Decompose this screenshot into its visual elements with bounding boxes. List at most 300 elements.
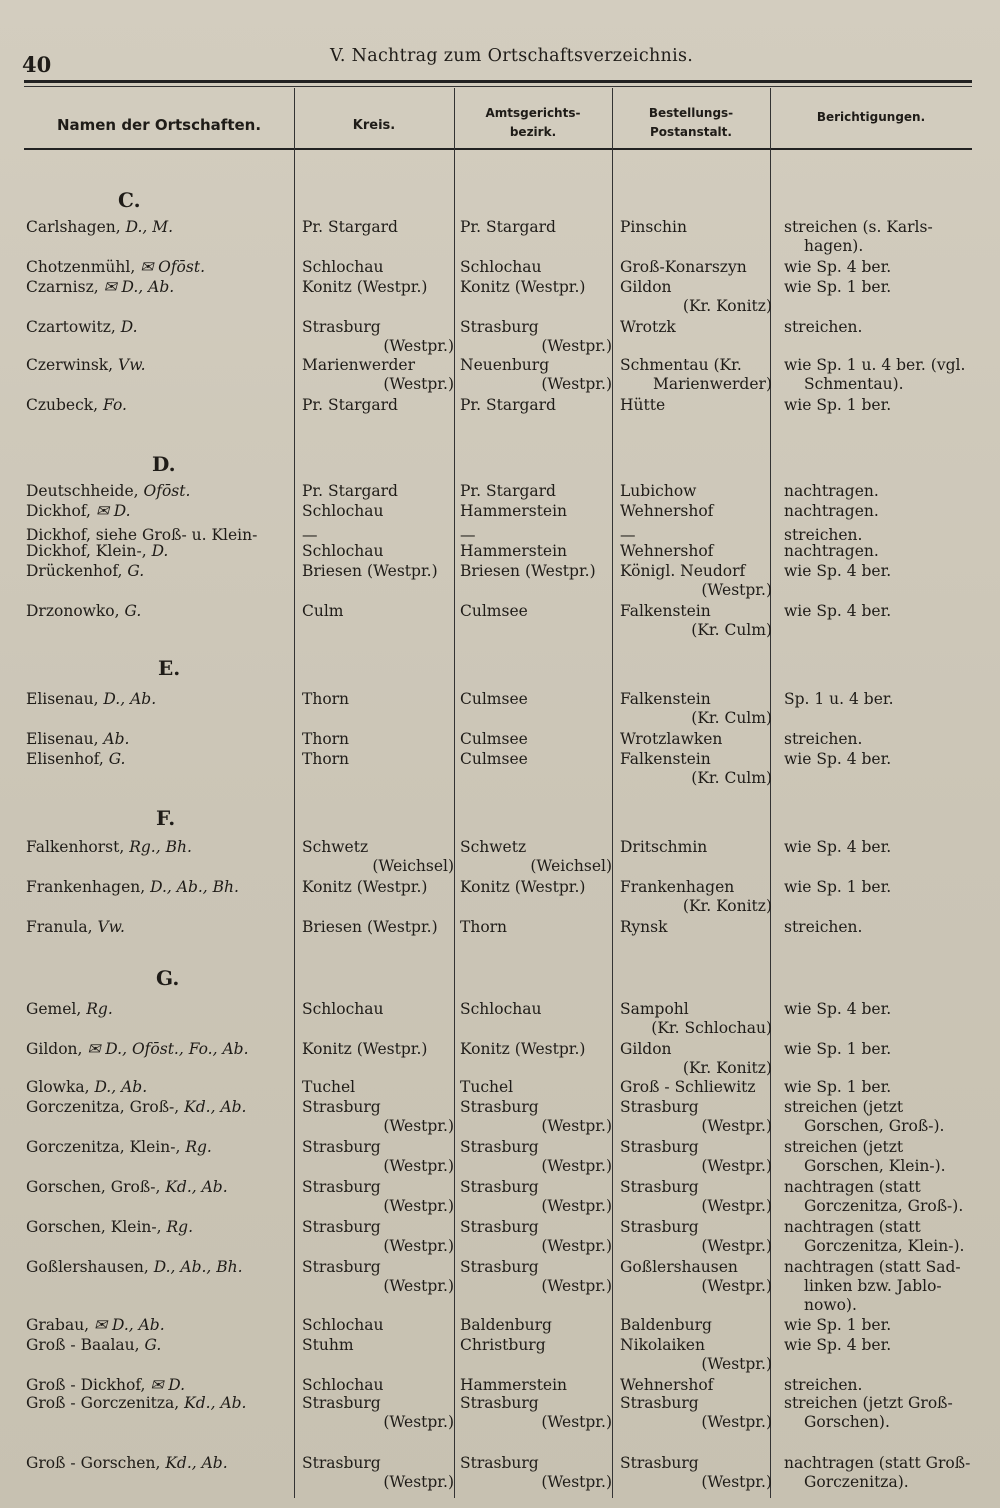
kreis-line: (Westpr.) bbox=[383, 1157, 454, 1175]
berichtigung-line: streichen. bbox=[784, 526, 863, 544]
kreis-cell bbox=[302, 1098, 454, 1136]
kreis-line: Thorn bbox=[302, 690, 350, 708]
postanstalt-line: Schmentau (Kr. bbox=[620, 356, 742, 374]
place-attributes: ✉ Ofōst. bbox=[140, 258, 206, 276]
place-name-text: Dickhof, Klein-, bbox=[26, 542, 152, 560]
amtsgericht-cell bbox=[460, 278, 612, 297]
berichtigung-line: wie Sp. 4 ber. bbox=[784, 602, 892, 620]
postanstalt-line: (Kr. Schlochau) bbox=[651, 1019, 772, 1037]
amtsgericht-line: Christburg bbox=[460, 1336, 546, 1354]
kreis-line: Strasburg bbox=[302, 1098, 381, 1116]
place-attributes: ✉ D. bbox=[95, 502, 131, 520]
kreis-cell bbox=[302, 1078, 454, 1097]
kreis-cell bbox=[302, 690, 454, 709]
amtsgericht-line: Tuchel bbox=[460, 1078, 514, 1096]
kreis-line: Schwetz bbox=[302, 838, 369, 856]
kreis-line: Pr. Stargard bbox=[302, 218, 398, 236]
place-name-text: Grabau, bbox=[26, 1316, 95, 1334]
amtsgericht-cell bbox=[460, 838, 612, 876]
postanstalt-line: (Kr. Konitz) bbox=[682, 897, 772, 915]
amtsgericht-line: (Westpr.) bbox=[541, 1157, 612, 1175]
postanstalt-cell bbox=[620, 218, 772, 237]
place-name bbox=[26, 482, 294, 501]
postanstalt-line: (Kr. Konitz) bbox=[682, 1059, 772, 1077]
amtsgericht-line: Konitz (Westpr.) bbox=[460, 878, 586, 896]
amtsgericht-cell bbox=[460, 482, 612, 501]
kreis-cell bbox=[302, 918, 454, 937]
kreis-line: Briesen (Westpr.) bbox=[302, 918, 438, 936]
place-name bbox=[26, 502, 294, 521]
berichtigung-line: Gorschen). bbox=[804, 1413, 890, 1431]
header-rule bbox=[24, 80, 972, 83]
berichtigung-line: nachtragen. bbox=[784, 502, 879, 520]
postanstalt-line: Hütte bbox=[620, 396, 666, 414]
amtsgericht-cell bbox=[460, 396, 612, 415]
place-name-text: Czerwinsk, bbox=[26, 356, 119, 374]
place-name bbox=[26, 1376, 294, 1395]
kreis-line: Schlochau bbox=[302, 542, 384, 560]
place-name-text: Gorczenitza, Groß-, bbox=[26, 1098, 185, 1116]
postanstalt-line: (Westpr.) bbox=[701, 1277, 772, 1295]
place-attributes: G. bbox=[127, 562, 145, 580]
amtsgericht-line: (Westpr.) bbox=[541, 1277, 612, 1295]
place-name bbox=[26, 1098, 294, 1117]
place-attributes: Vw. bbox=[97, 918, 125, 936]
kreis-cell bbox=[302, 1138, 454, 1176]
kreis-cell bbox=[302, 1178, 454, 1216]
berichtigung-cell bbox=[784, 730, 979, 749]
postanstalt-line: Strasburg bbox=[620, 1098, 699, 1116]
postanstalt-line: Strasburg bbox=[620, 1394, 699, 1412]
berichtigung-line: wie Sp. 1 ber. bbox=[784, 278, 892, 296]
berichtigung-line: streichen. bbox=[784, 730, 863, 748]
postanstalt-line: Falkenstein bbox=[620, 690, 711, 708]
place-name bbox=[26, 1000, 294, 1019]
berichtigung-cell bbox=[784, 1098, 979, 1136]
berichtigung-cell bbox=[784, 1138, 979, 1176]
amtsgericht-line: Hammerstein bbox=[460, 1376, 568, 1394]
place-name-text: Drzonowko, bbox=[26, 602, 125, 620]
amtsgericht-line: Strasburg bbox=[460, 1138, 539, 1156]
place-name bbox=[26, 1078, 294, 1097]
postanstalt-line: Dritschmin bbox=[620, 838, 708, 856]
berichtigung-cell bbox=[784, 1258, 979, 1315]
amtsgericht-line: Briesen (Westpr.) bbox=[460, 562, 596, 580]
amtsgericht-line: (Westpr.) bbox=[541, 1197, 612, 1215]
kreis-line: Thorn bbox=[302, 730, 350, 748]
berichtigung-line: wie Sp. 1 ber. bbox=[784, 1316, 892, 1334]
page-title: V. Nachtrag zum Ortschaftsverzeichnis. bbox=[330, 46, 694, 66]
postanstalt-line: Gildon bbox=[620, 1040, 672, 1058]
berichtigung-cell bbox=[784, 502, 979, 521]
amtsgericht-line: Baldenburg bbox=[460, 1316, 552, 1334]
postanstalt-cell bbox=[620, 602, 772, 640]
kreis-line: Schlochau bbox=[302, 258, 384, 276]
amtsgericht-cell bbox=[460, 1258, 612, 1296]
place-attributes: Kd., Ab. bbox=[184, 1098, 247, 1116]
place-name bbox=[26, 258, 294, 277]
kreis-cell bbox=[302, 1040, 454, 1059]
kreis-cell bbox=[302, 602, 454, 621]
column-header-names: Namen der Ortschaften. bbox=[56, 116, 262, 134]
berichtigung-cell bbox=[784, 690, 979, 709]
amtsgericht-line: Konitz (Westpr.) bbox=[460, 278, 586, 296]
berichtigung-cell bbox=[784, 396, 979, 415]
place-name-text: Czartowitz, bbox=[26, 318, 121, 336]
place-name-text: Gemel, bbox=[26, 1000, 87, 1018]
berichtigung-line: linken bzw. Jablo- bbox=[804, 1277, 942, 1295]
kreis-line: (Westpr.) bbox=[383, 1473, 454, 1491]
place-attributes: G. bbox=[108, 750, 126, 768]
berichtigung-cell bbox=[784, 1394, 979, 1432]
place-name-text: Dickhof, siehe Groß- u. Klein- bbox=[26, 526, 258, 544]
berichtigung-line: nachtragen (statt Sad- bbox=[784, 1258, 961, 1276]
place-name bbox=[26, 396, 294, 415]
berichtigung-cell bbox=[784, 218, 979, 256]
kreis-line: (Westpr.) bbox=[383, 337, 454, 355]
place-name bbox=[26, 602, 294, 621]
postanstalt-line: (Kr. Culm) bbox=[691, 769, 772, 787]
place-name bbox=[26, 730, 294, 749]
place-attributes: ✉ D., Ofōst., Fo., Ab. bbox=[87, 1040, 249, 1058]
berichtigung-cell bbox=[784, 1000, 979, 1019]
postanstalt-line: (Westpr.) bbox=[701, 1157, 772, 1175]
place-attributes: Rg., Bh. bbox=[129, 838, 192, 856]
place-name bbox=[26, 1218, 294, 1237]
postanstalt-line: Falkenstein bbox=[620, 750, 711, 768]
berichtigung-cell bbox=[784, 838, 979, 857]
kreis-line: Tuchel bbox=[302, 1078, 356, 1096]
postanstalt-cell bbox=[620, 1098, 772, 1136]
amtsgericht-line: (Westpr.) bbox=[541, 1117, 612, 1135]
place-attributes: D., M. bbox=[125, 218, 174, 236]
postanstalt-line: Wrotzlawken bbox=[620, 730, 723, 748]
amtsgericht-line: Thorn bbox=[460, 918, 508, 936]
place-name-text: Chotzenmühl, bbox=[26, 258, 141, 276]
kreis-line: Strasburg bbox=[302, 1258, 381, 1276]
berichtigung-line: wie Sp. 1 u. 4 ber. (vgl. bbox=[784, 356, 966, 374]
kreis-cell bbox=[302, 318, 454, 356]
place-name bbox=[26, 218, 294, 237]
berichtigung-cell bbox=[784, 918, 979, 937]
amtsgericht-line: Culmsee bbox=[460, 602, 528, 620]
berichtigung-line: wie Sp. 1 ber. bbox=[784, 1078, 892, 1096]
postanstalt-cell bbox=[620, 918, 772, 937]
kreis-cell bbox=[302, 562, 454, 581]
berichtigung-cell bbox=[784, 1376, 979, 1395]
kreis-line: Strasburg bbox=[302, 1138, 381, 1156]
postanstalt-cell bbox=[620, 1336, 772, 1374]
amtsgericht-cell bbox=[460, 1336, 612, 1355]
postanstalt-line: Frankenhagen bbox=[620, 878, 735, 896]
kreis-line: Schlochau bbox=[302, 1316, 384, 1334]
amtsgericht-cell bbox=[460, 1178, 612, 1216]
berichtigung-cell bbox=[784, 482, 979, 501]
kreis-line: (Westpr.) bbox=[383, 1117, 454, 1135]
amtsgericht-line: — bbox=[460, 526, 476, 544]
postanstalt-cell bbox=[620, 1040, 772, 1078]
kreis-line: (Weichsel) bbox=[372, 857, 454, 875]
kreis-line: Stuhm bbox=[302, 1336, 354, 1354]
berichtigung-line: Sp. 1 u. 4 ber. bbox=[784, 690, 894, 708]
section-letter: G. bbox=[156, 966, 180, 990]
kreis-cell bbox=[302, 1376, 454, 1395]
amtsgericht-line: Pr. Stargard bbox=[460, 218, 556, 236]
place-name-text: Franula, bbox=[26, 918, 98, 936]
berichtigung-cell bbox=[784, 602, 979, 621]
kreis-cell bbox=[302, 396, 454, 415]
berichtigung-cell bbox=[784, 562, 979, 581]
kreis-line: Pr. Stargard bbox=[302, 482, 398, 500]
kreis-line: Strasburg bbox=[302, 1178, 381, 1196]
place-name bbox=[26, 918, 294, 937]
postanstalt-line: Sampohl bbox=[620, 1000, 689, 1018]
column-header-amtsgericht: Amtsgerichts- bezirk. bbox=[485, 106, 581, 139]
berichtigung-line: nachtragen (statt bbox=[784, 1178, 921, 1196]
kreis-cell bbox=[302, 730, 454, 749]
postanstalt-line: (Westpr.) bbox=[701, 1197, 772, 1215]
amtsgericht-cell bbox=[460, 602, 612, 621]
page-number: 40 bbox=[22, 52, 52, 77]
place-name-text: Groß - Gorschen, bbox=[26, 1454, 166, 1472]
berichtigung-line: wie Sp. 4 ber. bbox=[784, 838, 892, 856]
berichtigung-line: hagen). bbox=[804, 237, 864, 255]
kreis-line: (Westpr.) bbox=[383, 1413, 454, 1431]
column-header-postanstalt: Bestellungs- Postanstalt. bbox=[648, 106, 734, 139]
place-name-text: Czarnisz, bbox=[26, 278, 104, 296]
amtsgericht-cell bbox=[460, 1316, 612, 1335]
column-divider bbox=[294, 88, 295, 1498]
place-name-text: Gildon, bbox=[26, 1040, 88, 1058]
place-name-text: Gorschen, Klein-, bbox=[26, 1218, 167, 1236]
postanstalt-line: Falkenstein bbox=[620, 602, 711, 620]
place-attributes: Vw. bbox=[118, 356, 146, 374]
postanstalt-line: Wehnershof bbox=[620, 1376, 714, 1394]
postanstalt-line: Marienwerder) bbox=[652, 375, 772, 393]
postanstalt-line: (Westpr.) bbox=[701, 1413, 772, 1431]
place-name bbox=[26, 1316, 294, 1335]
amtsgericht-line: Neuenburg bbox=[460, 356, 550, 374]
kreis-cell bbox=[302, 218, 454, 237]
kreis-line: Briesen (Westpr.) bbox=[302, 562, 438, 580]
berichtigung-line: streichen (jetzt Groß- bbox=[784, 1394, 953, 1412]
postanstalt-cell bbox=[620, 1218, 772, 1256]
postanstalt-cell bbox=[620, 1394, 772, 1432]
amtsgericht-cell bbox=[460, 730, 612, 749]
section-letter: F. bbox=[156, 806, 176, 830]
postanstalt-cell bbox=[620, 1138, 772, 1176]
postanstalt-cell bbox=[620, 318, 772, 337]
place-name-text: Czubeck, bbox=[26, 396, 104, 414]
berichtigung-line: wie Sp. 4 ber. bbox=[784, 258, 892, 276]
amtsgericht-cell bbox=[460, 1394, 612, 1432]
amtsgericht-line: Strasburg bbox=[460, 1258, 539, 1276]
kreis-cell bbox=[302, 1394, 454, 1432]
postanstalt-cell bbox=[620, 1454, 772, 1492]
kreis-line: Konitz (Westpr.) bbox=[302, 878, 428, 896]
kreis-line: Culm bbox=[302, 602, 344, 620]
amtsgericht-cell bbox=[460, 1078, 612, 1097]
postanstalt-cell bbox=[620, 482, 772, 501]
amtsgericht-cell bbox=[460, 1218, 612, 1256]
place-attributes: D. bbox=[151, 542, 169, 560]
kreis-cell bbox=[302, 1316, 454, 1335]
place-attributes: Fo. bbox=[103, 396, 127, 414]
place-attributes: D., Ab. bbox=[103, 690, 157, 708]
kreis-cell bbox=[302, 838, 454, 876]
kreis-line: Konitz (Westpr.) bbox=[302, 278, 428, 296]
berichtigung-line: wie Sp. 1 ber. bbox=[784, 878, 892, 896]
postanstalt-line: Strasburg bbox=[620, 1138, 699, 1156]
postanstalt-cell bbox=[620, 1258, 772, 1296]
postanstalt-cell bbox=[620, 562, 772, 600]
amtsgericht-line: Pr. Stargard bbox=[460, 482, 556, 500]
berichtigung-line: streichen. bbox=[784, 1376, 863, 1394]
place-name-text: Elisenau, bbox=[26, 730, 104, 748]
amtsgericht-line: Hammerstein bbox=[460, 502, 568, 520]
kreis-line: (Westpr.) bbox=[383, 375, 454, 393]
amtsgericht-line: Hammerstein bbox=[460, 542, 568, 560]
place-attributes: G. bbox=[144, 1336, 162, 1354]
place-name-text: Groß - Baalau, bbox=[26, 1336, 145, 1354]
place-attributes: D. bbox=[120, 318, 138, 336]
amtsgericht-line: Culmsee bbox=[460, 750, 528, 768]
amtsgericht-line: Strasburg bbox=[460, 318, 539, 336]
column-header-berichtigungen: Berichtigungen. bbox=[816, 110, 926, 124]
amtsgericht-line: Konitz (Westpr.) bbox=[460, 1040, 586, 1058]
kreis-cell bbox=[302, 1218, 454, 1256]
amtsgericht-line: (Westpr.) bbox=[541, 1413, 612, 1431]
postanstalt-line: (Kr. Konitz) bbox=[682, 297, 772, 315]
postanstalt-cell bbox=[620, 1376, 772, 1395]
amtsgericht-cell bbox=[460, 1454, 612, 1492]
place-name-text: Elisenau, bbox=[26, 690, 104, 708]
kreis-line: Strasburg bbox=[302, 1394, 381, 1412]
postanstalt-cell bbox=[620, 278, 772, 316]
amtsgericht-line: (Westpr.) bbox=[541, 337, 612, 355]
postanstalt-cell bbox=[620, 1078, 772, 1097]
postanstalt-line: (Westpr.) bbox=[701, 1355, 772, 1373]
place-attributes: D., Ab., Bh. bbox=[153, 1258, 243, 1276]
amtsgericht-cell bbox=[460, 918, 612, 937]
place-name-text: Gorczenitza, Klein-, bbox=[26, 1138, 186, 1156]
postanstalt-line: (Westpr.) bbox=[701, 581, 772, 599]
amtsgericht-cell bbox=[460, 1040, 612, 1059]
section-letter: E. bbox=[158, 656, 181, 680]
place-name bbox=[26, 690, 294, 709]
amtsgericht-line: Strasburg bbox=[460, 1218, 539, 1236]
kreis-line: (Westpr.) bbox=[383, 1237, 454, 1255]
berichtigung-line: nachtragen (statt Groß- bbox=[784, 1454, 971, 1472]
berichtigung-line: Gorschen, Groß-). bbox=[804, 1117, 945, 1135]
place-name bbox=[26, 1454, 294, 1473]
postanstalt-cell bbox=[620, 396, 772, 415]
postanstalt-line: Rynsk bbox=[620, 918, 668, 936]
place-name bbox=[26, 1178, 294, 1197]
place-name-text: Falkenhorst, bbox=[26, 838, 130, 856]
berichtigung-line: streichen. bbox=[784, 918, 863, 936]
berichtigung-line: streichen (jetzt bbox=[784, 1098, 904, 1116]
postanstalt-line: (Westpr.) bbox=[701, 1473, 772, 1491]
postanstalt-cell bbox=[620, 838, 772, 857]
berichtigung-cell bbox=[784, 278, 979, 297]
place-name bbox=[26, 838, 294, 857]
berichtigung-line: nachtragen. bbox=[784, 542, 879, 560]
amtsgericht-cell bbox=[460, 878, 612, 897]
postanstalt-line: Wrotzk bbox=[620, 318, 676, 336]
berichtigung-line: nowo). bbox=[804, 1296, 857, 1314]
postanstalt-cell bbox=[620, 1316, 772, 1335]
place-attributes: Ofōst. bbox=[143, 482, 191, 500]
kreis-cell bbox=[302, 750, 454, 769]
berichtigung-cell bbox=[784, 878, 979, 897]
kreis-cell bbox=[302, 356, 454, 394]
amtsgericht-cell bbox=[460, 750, 612, 769]
postanstalt-cell bbox=[620, 502, 772, 521]
kreis-cell bbox=[302, 278, 454, 297]
berichtigung-line: Gorczenitza, Klein-). bbox=[804, 1237, 965, 1255]
postanstalt-line: Königl. Neudorf bbox=[620, 562, 746, 580]
kreis-line: (Westpr.) bbox=[383, 1197, 454, 1215]
place-name-text: Deutschheide, bbox=[26, 482, 144, 500]
amtsgericht-cell bbox=[460, 1000, 612, 1019]
postanstalt-cell bbox=[620, 542, 772, 561]
amtsgericht-cell bbox=[460, 258, 612, 277]
postanstalt-line: (Kr. Culm) bbox=[691, 709, 772, 727]
amtsgericht-cell bbox=[460, 318, 612, 356]
amtsgericht-line: (Westpr.) bbox=[541, 1473, 612, 1491]
berichtigung-line: wie Sp. 4 ber. bbox=[784, 750, 892, 768]
amtsgericht-line: Strasburg bbox=[460, 1454, 539, 1472]
place-name bbox=[26, 1040, 294, 1059]
kreis-line: (Westpr.) bbox=[383, 1277, 454, 1295]
place-attributes: D., Ab. bbox=[94, 1078, 148, 1096]
postanstalt-line: Groß - Schliewitz bbox=[620, 1078, 756, 1096]
berichtigung-cell bbox=[784, 1454, 979, 1492]
place-name-text: Groß - Gorczenitza, bbox=[26, 1394, 185, 1412]
kreis-cell bbox=[302, 258, 454, 277]
kreis-line: Strasburg bbox=[302, 1454, 381, 1472]
place-name bbox=[26, 878, 294, 897]
place-name bbox=[26, 750, 294, 769]
berichtigung-line: Gorczenitza). bbox=[804, 1473, 909, 1491]
kreis-cell bbox=[302, 1454, 454, 1492]
kreis-cell bbox=[302, 482, 454, 501]
amtsgericht-cell bbox=[460, 1098, 612, 1136]
place-attributes: Ab. bbox=[103, 730, 130, 748]
place-name-text: Glowka, bbox=[26, 1078, 95, 1096]
kreis-line: Strasburg bbox=[302, 318, 381, 336]
postanstalt-cell bbox=[620, 878, 772, 916]
berichtigung-line: Gorschen, Klein-). bbox=[804, 1157, 946, 1175]
place-attributes: D., Ab., Bh. bbox=[150, 878, 239, 896]
berichtigung-line: wie Sp. 1 ber. bbox=[784, 1040, 892, 1058]
kreis-line: Marienwerder bbox=[302, 356, 415, 374]
postanstalt-cell bbox=[620, 258, 772, 277]
kreis-line: Konitz (Westpr.) bbox=[302, 1040, 428, 1058]
amtsgericht-cell bbox=[460, 562, 612, 581]
place-attributes: G. bbox=[124, 602, 142, 620]
berichtigung-line: Schmentau). bbox=[804, 375, 904, 393]
place-attributes: Rg. bbox=[166, 1218, 194, 1236]
kreis-line: Schlochau bbox=[302, 502, 384, 520]
postanstalt-cell bbox=[620, 750, 772, 788]
place-attributes: Rg. bbox=[86, 1000, 113, 1018]
berichtigung-line: streichen (s. Karls- bbox=[784, 218, 933, 236]
postanstalt-line: Goßlershausen bbox=[620, 1258, 738, 1276]
postanstalt-line: Strasburg bbox=[620, 1178, 699, 1196]
place-attributes: ✉ D. bbox=[150, 1376, 186, 1394]
